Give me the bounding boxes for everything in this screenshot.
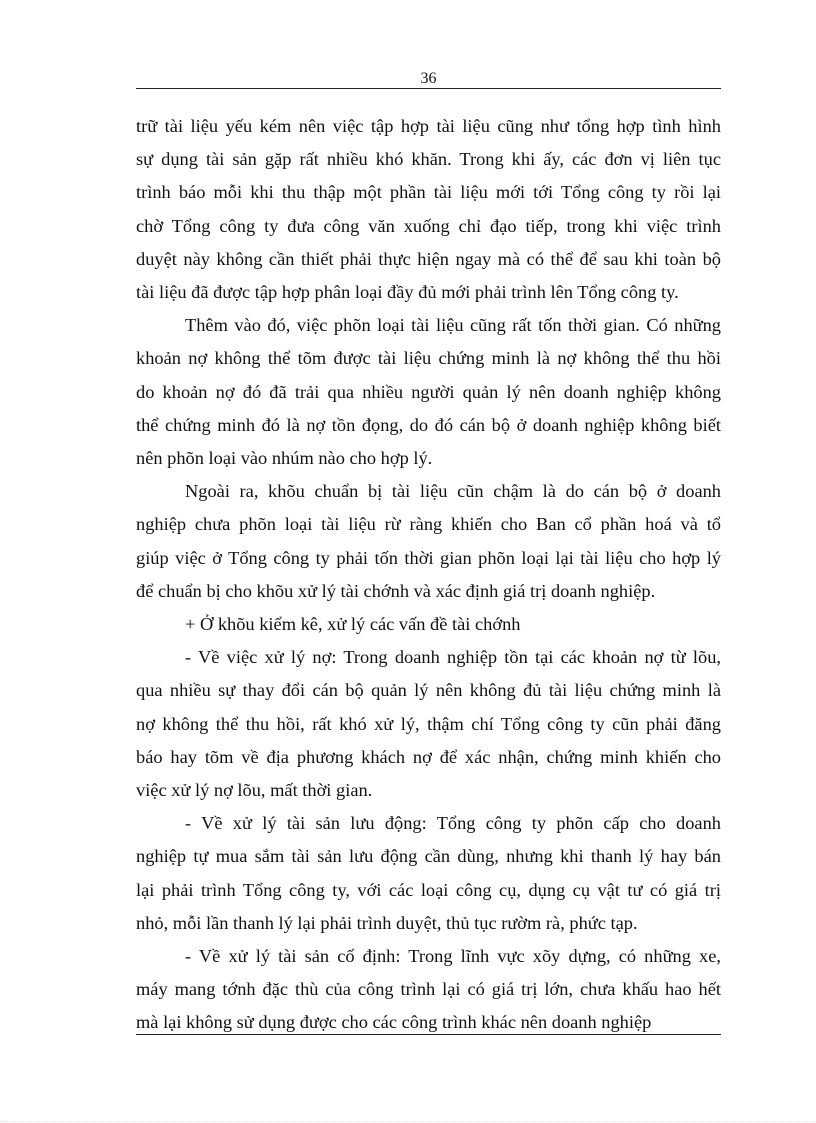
- text-line: do khoản nợ đó đã trải qua nhiều người quản lý nên doanh nghiệp không: [136, 381, 721, 402]
- text-line: chờ Tổng công ty đưa công văn xuống chỉ đạo tiếp, trong khi việc trình: [136, 215, 721, 236]
- text-line: giúp việc ở Tổng công ty phải tốn thời gian phõn loại lại tài liệu cho hợp lý: [136, 547, 721, 568]
- text-line: máy mang tớnh đặc thù của công trình lại có giá trị lớn, chưa khấu hao hết: [136, 979, 721, 1000]
- text-line: - Về xử lý tài sản cố định: Trong lĩnh vực xõy dựng, có những xe,: [185, 946, 721, 967]
- text-line: mà lại không sử dụng được cho các công trình khác nên doanh nghiệp: [136, 1012, 652, 1033]
- text-line: trình báo mỗi khi thu thập một phần tài liệu mới tới Tổng công ty rồi lại: [136, 182, 721, 203]
- text-line: nên phõn loại vào nhúm nào cho hợp lý.: [136, 448, 433, 469]
- text-line: sự dụng tài sản gặp rất nhiều khó khăn. Trong khi ấy, các đơn vị liên tục: [136, 149, 721, 170]
- text-line: qua nhiều sự thay đổi cán bộ quản lý nên không đủ tài liệu chứng minh là: [136, 680, 721, 701]
- text-line: khoản nợ không thể tõm được tài liệu chứng minh là nợ không thể thu hồi: [136, 348, 721, 369]
- text-line: báo hay tõm về địa phương khách nợ để xác nhận, chứng minh khiến cho: [136, 746, 721, 767]
- text-line: lại phải trình Tổng công ty, với các loại công cụ, dụng cụ vật tư có giá trị: [136, 879, 721, 900]
- page-number: 36: [420, 70, 437, 87]
- header-rule: [136, 88, 721, 89]
- text-line: nghiệp tự mua sắm tài sản lưu động cần dùng, nhưng khi thanh lý hay bán: [136, 846, 721, 867]
- page-edge-dots: [0, 1121, 816, 1122]
- text-line: nghiệp chưa phõn loại tài liệu rừ ràng khiến cho Ban cổ phần hoá và tổ: [136, 514, 721, 535]
- text-line: - Về việc xử lý nợ: Trong doanh nghiệp tồn tại các khoản nợ từ lõu,: [185, 647, 721, 668]
- text-line: Ngoài ra, khõu chuẩn bị tài liệu cũn chậm là do cán bộ ở doanh: [185, 481, 721, 502]
- body-text: [136, 110, 721, 1040]
- footer-rule: [136, 1034, 721, 1035]
- text-line: + Ở khõu kiểm kê, xử lý các vấn đề tài chớnh: [185, 614, 521, 635]
- text-line: duyệt này không cần thiết phải thực hiện ngay mà có thể để sau khi toàn bộ: [136, 248, 721, 269]
- text-line: thể chứng minh đó là nợ tồn đọng, do đó cán bộ ở doanh nghiệp không biết: [136, 414, 721, 435]
- text-line: Thêm vào đó, việc phõn loại tài liệu cũng rất tốn thời gian. Có những: [185, 315, 721, 336]
- text-line: nhỏ, mỗi lần thanh lý lại phải trình duyệt, thủ tục rườm rà, phức tạp.: [136, 912, 638, 933]
- text-line: việc xử lý nợ lõu, mất thời gian.: [136, 780, 373, 801]
- text-line: tài liệu đã được tập hợp phân loại đầy đủ mới phải trình lên Tổng công ty.: [136, 282, 679, 303]
- text-line: - Về xử lý tài sản lưu động: Tổng công ty phõn cấp cho doanh: [185, 813, 721, 834]
- text-line: trữ tài liệu yếu kém nên việc tập hợp tài liệu cũng như tổng hợp tình hình: [136, 116, 721, 136]
- text-line: để chuẩn bị cho khõu xử lý tài chớnh và xác định giá trị doanh nghiệp.: [136, 580, 656, 601]
- text-line: nợ không thể thu hồi, rất khó xử lý, thậm chí Tổng công ty cũn phải đăng: [136, 713, 721, 734]
